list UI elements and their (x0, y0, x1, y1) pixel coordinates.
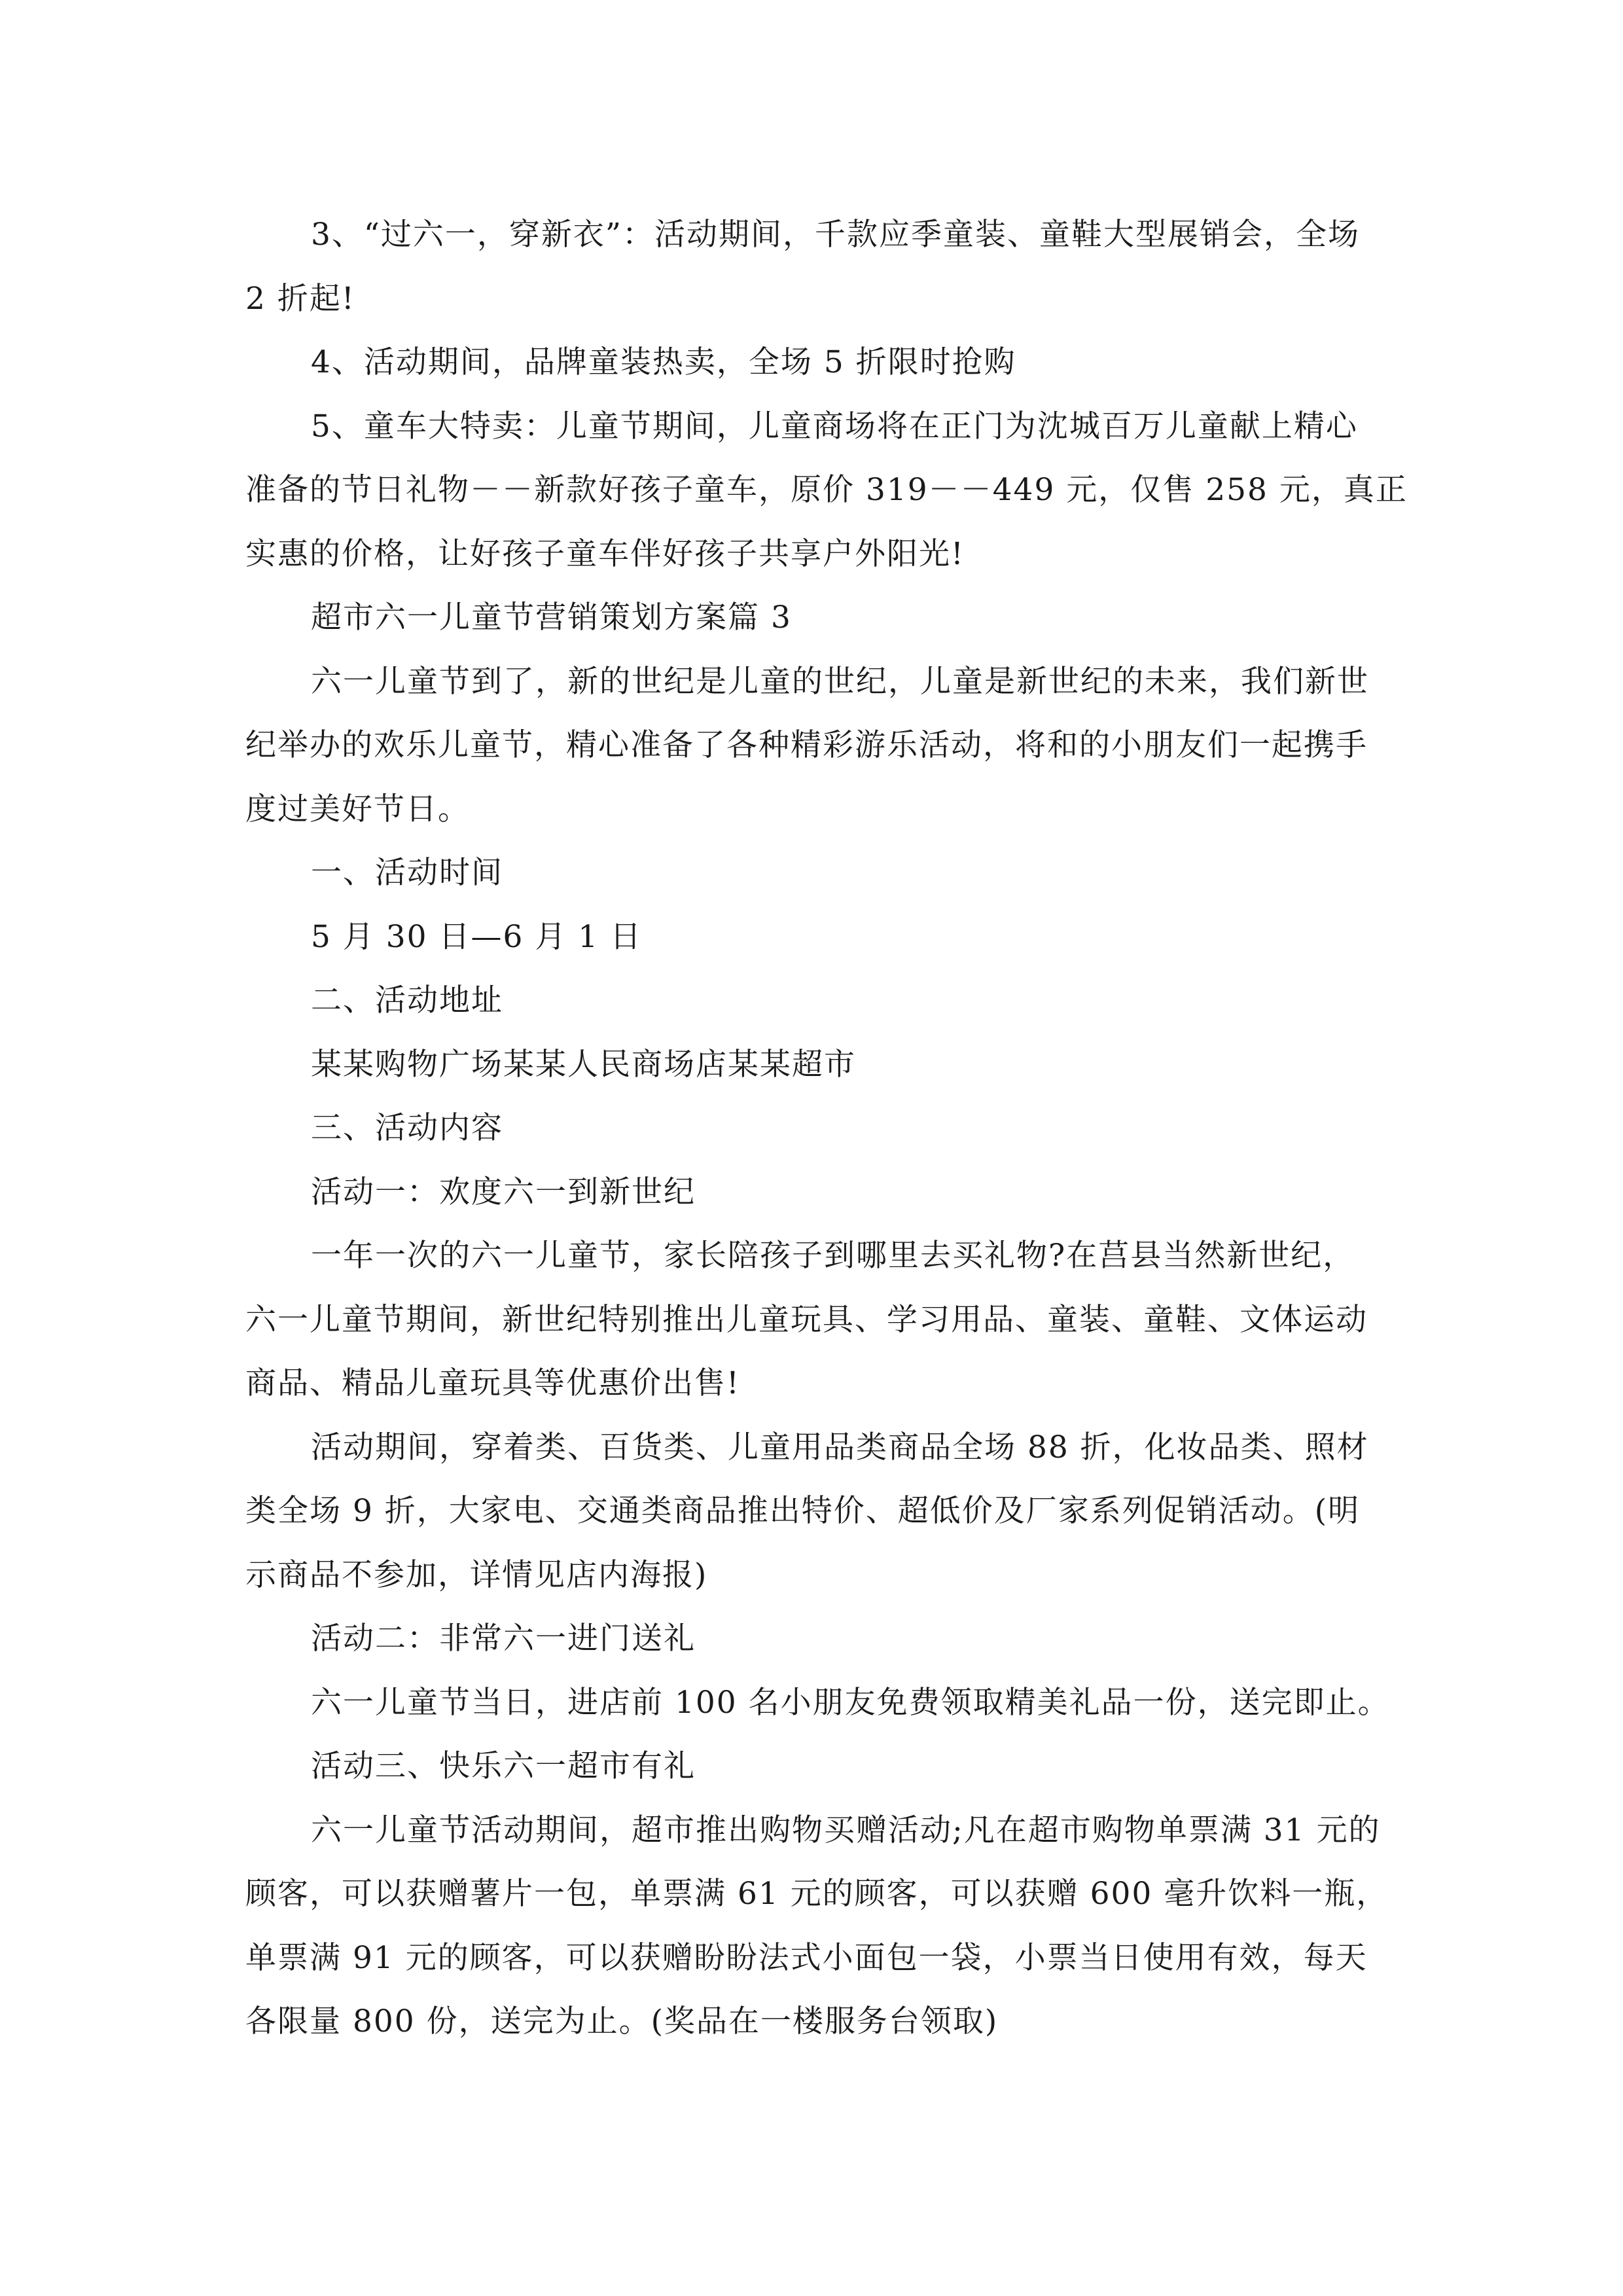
heading-activity-address (245, 969, 1378, 1033)
section-heading (245, 586, 1378, 650)
text-line: 商品、精品儿童玩具等优惠价出售! (245, 1365, 740, 1401)
text-line: 单票满 91 元的顾客，可以获赠盼盼法式小面包一袋，小票当日使用有效，每天 (245, 1939, 1368, 1976)
text-line: 5 月 30 日—6 月 1 日 (311, 918, 643, 955)
text-line: 六一儿童节到了，新的世纪是儿童的世纪，儿童是新世纪的未来，我们新世 (311, 663, 1369, 700)
activity-three-description (245, 1799, 1389, 2054)
text-line: 类全场 9 折，大家电、交通类商品推出特价、超低价及厂家系列促销活动。(明 (245, 1493, 1361, 1529)
text-line: 六一儿童节当日，进店前 100 名小朋友免费领取精美礼品一份，送完即止。 (311, 1684, 1390, 1721)
activity-two-title (245, 1607, 1378, 1671)
activity-one-discounts (245, 1416, 1378, 1607)
text-line: 六一儿童节期间，新世纪特别推出儿童玩具、学习用品、童装、童鞋、文体运动 (245, 1301, 1368, 1338)
activity-two-description (245, 1671, 1390, 1735)
text-line: 超市六一儿童节营销策划方案篇 3 (311, 600, 792, 636)
text-line: 度过美好节日。 (245, 791, 470, 827)
activity-time-value (245, 905, 1378, 969)
text-line: 3、“过六一，穿新衣”：活动期间，千款应季童装、童鞋大型展销会，全场 (311, 217, 1360, 253)
text-line: 二、活动地址 (311, 982, 503, 1018)
text-line: 示商品不参加，详情见店内海报) (245, 1556, 708, 1593)
text-line: 4、活动期间，品牌童装热卖，全场 5 折限时抢购 (311, 344, 1016, 380)
text-line: 5、童车大特卖：儿童节期间，儿童商场将在正门为沈城百万儿童献上精心 (311, 408, 1358, 444)
text-line: 实惠的价格，让好孩子童车伴好孩子共享户外阳光! (245, 535, 965, 572)
intro-paragraph (245, 650, 1378, 842)
activity-address-value (245, 1033, 1378, 1097)
text-line: 活动三、快乐六一超市有礼 (311, 1748, 696, 1784)
paragraph-item-3 (245, 203, 1378, 331)
text-line: 顾客，可以获赠薯片一包，单票满 61 元的顾客，可以获赠 600 毫升饮料一瓶， (245, 1876, 1389, 1912)
text-line: 六一儿童节活动期间，超市推出购物买赠活动;凡在超市购物单票满 31 元的 (311, 1812, 1381, 1848)
document-body (245, 203, 1408, 2054)
heading-activity-time (245, 841, 1378, 905)
text-line: 准备的节日礼物－－新款好孩子童车，原价 319－－449 元，仅售 258 元，真正 (245, 472, 1408, 508)
text-line: 三、活动内容 (311, 1110, 503, 1146)
text-line: 纪举办的欢乐儿童节，精心准备了各种精彩游乐活动，将和的小朋友们一起携手 (245, 727, 1368, 763)
paragraph-item-5 (245, 395, 1408, 586)
text-line: 各限量 800 份，送完为止。(奖品在一楼服务台领取) (245, 2003, 999, 2039)
text-line: 2 折起! (245, 280, 355, 317)
activity-one-description (245, 1224, 1378, 1416)
text-line: 某某购物广场某某人民商场店某某超市 (311, 1046, 856, 1083)
text-line: 活动期间，穿着类、百货类、儿童用品类商品全场 88 折，化妆品类、照材 (311, 1429, 1369, 1465)
activity-one-title (245, 1160, 1378, 1225)
text-line: 一、活动时间 (311, 855, 503, 891)
text-line: 一年一次的六一儿童节，家长陪孩子到哪里去买礼物?在莒县当然新世纪， (311, 1238, 1355, 1274)
heading-activity-content (245, 1096, 1378, 1160)
activity-three-title (245, 1734, 1378, 1799)
text-line: 活动二：非常六一进门送礼 (311, 1621, 696, 1657)
text-line: 活动一：欢度六一到新世纪 (311, 1174, 696, 1210)
paragraph-item-4 (245, 331, 1378, 395)
